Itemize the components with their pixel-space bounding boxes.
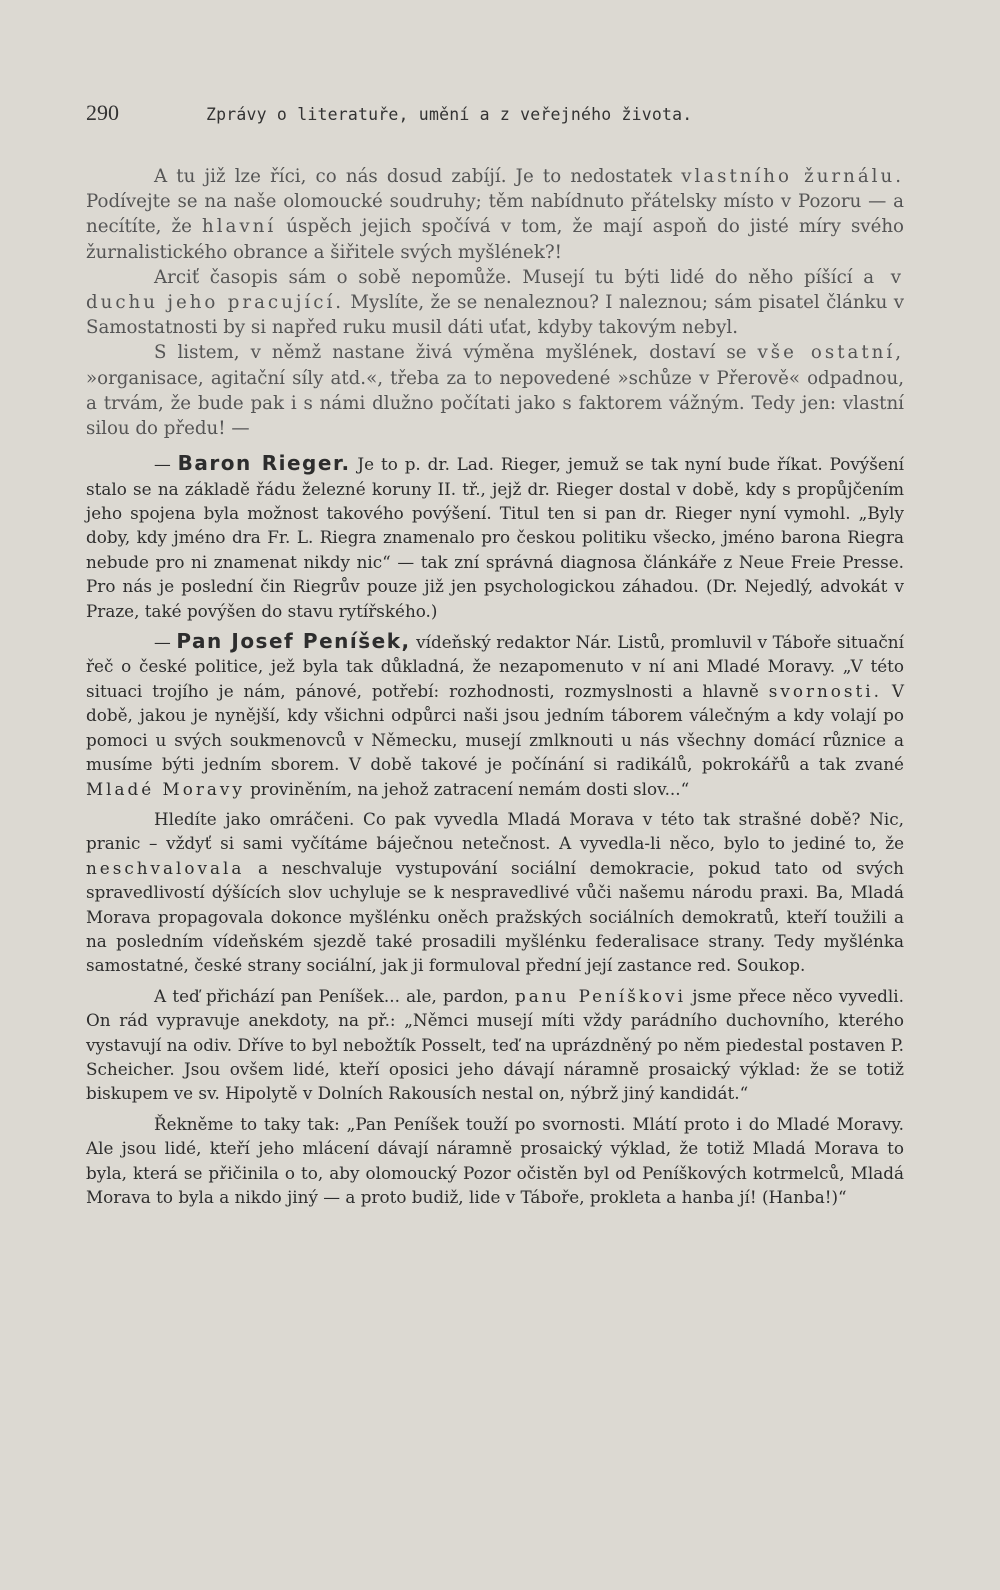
text: vídeňský redaktor Nár. Listů, promluvil v Táboře situační řeč o české politice, jež byla tak důkladná, že nezapomenuto v ní ani Mladé Moravy. „V této situaci trojího je nám, pánové, potřebí: rozhodnosti, rozmyslnosti a hlavně <box>86 632 904 701</box>
text: jsme přece něco vyvedli. On rád vypravuje anekdoty, na př.: „Němci musejí míti vždy parádního duchovního, kterého vystavují na odiv. Dříve to byl nebožtík Posselt, teď na uprázdněný po něm piedestal postaven P. Scheicher. Jsou ovšem lidé, kteří oposici jeho dávají náramně prosaický výklad: že se totiž biskupem ve sv. Hipolytě v Dolních Rakousích nestal on, nýbrž jiný kandidát.“ <box>86 985 904 1104</box>
text: V době, jakou je nynější, kdy všichni odpůrci naši jsou jedním táborem válečným a kdy volají po pomoci u svých soukmenovců v Německu, musejí zmlknouti u nás všechny domácí různice a musíme býti jedním sborem. V době takové je počínání si radikálů, pokrokářů a tak zvané <box>86 680 904 775</box>
paragraph-3 <box>86 340 904 441</box>
heading-name: Baron Rieger. <box>177 451 351 476</box>
spaced-text: vše ostatní, <box>757 342 904 364</box>
text: A tu již lze říci, co nás dosud zabíjí. Je to nedostatek <box>154 166 682 187</box>
heading-name: Pan Josef Peníšek, <box>176 629 411 654</box>
text: A teď přichází pan Peníšek... ale, pardon, <box>154 985 515 1006</box>
text: Řekněme to taky tak: „Pan Peníšek touží po svornosti. Mlátí proto i do Mladé Moravy. Ale jsou lidé, kteří jeho mlácení dávají náramně prosaický výklad, že totiž Mladá Morava to byla, která se přičinila o to, aby olomoucký Pozor očistěn byl od Peníškových kotrmelců, Mladá Morava to byla a nikdo jiný — a proto budiž, lide v Táboře, prokleta a hanba jí! (Hanba!)“ <box>86 1113 904 1208</box>
text: »organisace, agitační síly atd.«, třeba za to nepovedené »schůze v Přerově« odpadnou, a trvám, že bude pak i s námi dlužno počítati jako s faktorem vážným. Tedy jen: vlastní silou do předu! — <box>86 367 904 440</box>
running-title: Zprávy o literatuře, umění a z veřejného života. <box>206 105 693 124</box>
paragraph-6 <box>86 807 904 978</box>
paragraph-1 <box>86 164 904 265</box>
paragraph-8 <box>86 1112 904 1210</box>
spaced-text: vlastního žurnálu. <box>681 166 904 187</box>
spaced-text: neschvalovala <box>86 857 245 878</box>
text: Myslíte, že se nenaleznou? I naleznou; sám pisatel článku v Samostatnosti by si napřed ruku musil dáti uťat, kdyby takovým nebyl. <box>86 292 904 339</box>
section-lower <box>86 451 904 1209</box>
paragraph-penisek <box>86 629 904 801</box>
text: Hledíte jako omráčeni. Co pak vyvedla Mladá Morava v této tak strašné době? Nic, pranic – vždyť si sami vyčítáme báječnou netečnost. A vyvedla-li něco, bylo to jediné to, že <box>86 808 904 854</box>
spaced-text: svornosti. <box>768 680 882 701</box>
text: Arciť časopis sám o sobě nepomůže. Musejí tu býti lidé do něho píšící <box>154 266 864 288</box>
paragraph-2 <box>86 265 904 341</box>
spaced-text: hlavní <box>202 216 277 238</box>
paragraph-7 <box>86 984 904 1106</box>
section-upper <box>86 164 904 441</box>
spaced-text: panu Peníškovi <box>515 985 686 1006</box>
text: a neschvaluje vystupování sociální demokracie, pokud tato od svých spravedlivostí dýšících slov uchyluje se k nespravedlivé vůči našemu národu praxi. Ba, Mladá Morava propagovala dokonce myšlénku oněch pražských sociálních demokratů, kteří toužili a na posledním vídeňském sjezdě také prosadili myšlénku federalisace strany. Tedy myšlénka samostatné, české strany sociální, jak ji formuloval přední její zastance red. Soukop. <box>86 857 904 976</box>
text: proviněním, na jehož zatracení nemám dosti slov...“ <box>244 778 690 799</box>
paragraph-baron-rieger <box>86 451 904 623</box>
text: Podívejte se na naše olomoucké soudruhy; těm nabídnuto přátelsky místo v Pozoru — a necítíte, že <box>86 191 904 238</box>
text: Je to p. dr. Lad. Rieger, jemuž se tak nyní bude říkat. Povýšení stalo se na základě řádu železné koruny II. tř., jejž dr. Rieger dostal v době, kdy s propůjčením jeho spojena byla možnost takového povýšení. Titul ten si pan dr. Rieger nyní vymohl. „Byly doby, kdy jméno dra Fr. L. Riegra znamenalo pro českou politiku všecko, jméno barona Riegra nebude pro ni znamenat nikdy nic“ — tak zní správná diagnosa článkáře z Neue Freie Presse. Pro nás je poslední čin Riegrův pouze již jen psychologickou záhadou. (Dr. Nejedlý, advokát v Praze, také povýšen do stavu rytířského.) <box>86 454 904 621</box>
spaced-text: Mladé Moravy <box>86 778 245 799</box>
text: úspěch jejich spočívá v tom, že mají aspoň do jisté míry svého žurnalistického obrance a šiřitele svých myšlének?! <box>86 216 904 263</box>
page-header <box>86 100 904 140</box>
page-number: 290 <box>86 100 119 125</box>
dash: — <box>154 632 177 653</box>
dash: — <box>154 454 178 475</box>
spaced-text: a v duchu jeho pracující. <box>86 266 904 314</box>
text: S listem, v němž nastane živá výměna myšlének, dostaví se <box>154 342 758 364</box>
